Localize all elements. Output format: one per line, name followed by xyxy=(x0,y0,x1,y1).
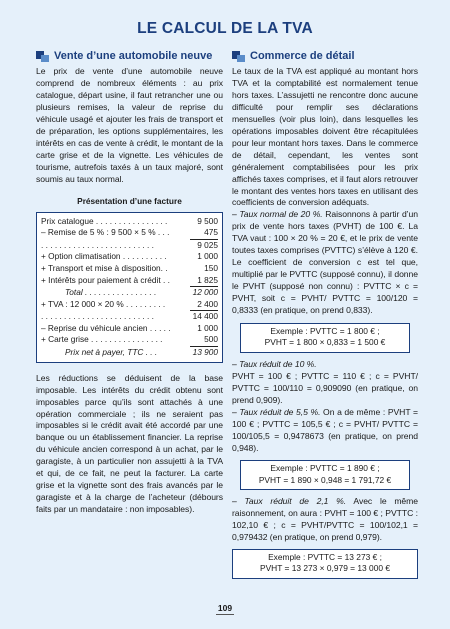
section-title: Commerce de détail xyxy=(250,50,355,62)
left-column xyxy=(36,50,223,516)
invoice-label: + Intérêts pour paiement à crédit . . xyxy=(41,274,170,285)
invoice-label: – Remise de 5 % : 9 500 × 5 % . . . xyxy=(41,227,170,238)
square-bullet-icon xyxy=(232,51,246,62)
invoice-label: Prix catalogue . . . . . . . . . . . . . . . . xyxy=(41,215,168,226)
invoice-label: + Option climatisation . . . . . . . . . . xyxy=(41,251,167,262)
invoice-row xyxy=(41,227,218,240)
invoice-row xyxy=(41,263,218,275)
example-line: PVHT = 1 800 × 0,833 = 1 500 € xyxy=(264,337,386,348)
invoice-row xyxy=(41,299,218,312)
paragraph: Le prix de vente d’une automobile neuve comprend de nombreux éléments : au prix catalogue, départ usine, il faut retrancher une ou plusieurs remises, la valeur de reprise du véhicule usagé et ajouter les frais de transport et de préparation, les options supplémentaires, les intérêts en cas de vente à crédit, le montant de la carte grise et de la vignette. Les véhicules de tourisme, autrefois taxés à un taux majoré, sont soumis au taux normal. xyxy=(36,66,223,184)
invoice-value: 1 000 xyxy=(197,322,218,333)
paragraph-taux-reduit-21 xyxy=(232,496,418,544)
taux-text: PVHT = 100 € ; PVTTC = 110 € ; c = PVHT/ PVTTC = 100/110 = 0,909090 (en pratique, on prend 0,909). xyxy=(232,370,418,405)
example-line: PVHT = 1 890 × 0,948 = 1 791,72 € xyxy=(258,474,392,485)
example-line: Exemple : PVTTC = 1 890 € ; xyxy=(270,463,380,474)
invoice-row xyxy=(41,240,218,252)
invoice-value: 1 000 xyxy=(197,251,218,262)
invoice-value: 12 000 xyxy=(192,287,218,298)
invoice-value: 13 900 xyxy=(192,347,218,358)
taux-label: – Taux normal de 20 %. xyxy=(232,209,323,220)
invoice-row xyxy=(41,216,218,228)
paragraph: Le taux de la TVA est appliqué au montant hors TVA et la comptabilité est normalement tenue hors taxes. L’assujetti ne rencontre donc aucune difficulté pour remplir ses déclarations mensuelles (voir plus loin), dans lesquelles les opérations imposables doivent être récapitulées pour leur montant hors taxes. Dans le commerce de détail, cependant, les ventes sont généralement comptabilisées pour les prix affichés taxes comprises, et il faut alors retrouver le montant des ventes hors taxes en utilisant des coefficients de conversion adéquats. xyxy=(232,66,418,208)
page-title: LE CALCUL DE LA TVA xyxy=(137,20,313,37)
invoice-value: 9 500 xyxy=(197,215,218,226)
section-heading-commerce xyxy=(232,50,418,62)
invoice-label: – Reprise du véhicule ancien . . . . . xyxy=(41,322,171,333)
page-number-rule xyxy=(216,614,234,615)
invoice-row xyxy=(41,287,218,299)
invoice-caption: Présentation d’une facture xyxy=(77,195,182,206)
taux-label: – Taux réduit de 5,5 %. xyxy=(232,406,321,417)
example-box xyxy=(240,323,410,353)
example-box xyxy=(232,549,418,579)
invoice-value: 14 400 xyxy=(192,311,218,322)
invoice-value: 1 825 xyxy=(190,275,218,288)
invoice-value: 150 xyxy=(204,262,218,273)
section-heading-vente xyxy=(36,50,223,62)
invoice-row xyxy=(41,347,218,359)
invoice-value: 2 400 xyxy=(190,299,218,312)
section-title: Vente d’une automobile neuve xyxy=(54,50,213,62)
invoice-row xyxy=(41,323,218,335)
invoice-table xyxy=(36,212,223,363)
square-bullet-icon xyxy=(36,51,50,62)
invoice-label: Total . . . . . . . . . . . . . . . . xyxy=(65,287,157,298)
invoice-value: 475 xyxy=(190,227,218,240)
invoice-label: + Carte grise . . . . . . . . . . . . . . . . xyxy=(41,334,163,345)
taux-label: – Taux réduit de 2,1 %. xyxy=(232,496,347,507)
right-column xyxy=(232,50,418,579)
paragraph-taux-normal xyxy=(232,209,418,317)
example-box xyxy=(240,460,410,490)
invoice-value: 9 025 xyxy=(197,239,218,250)
invoice-label: . . . . . . . . . . . . . . . . . . . . . . . . . xyxy=(41,239,154,250)
paragraph-taux-reduit-55 xyxy=(232,407,418,455)
example-line: Exemple : PVTTC = 1 800 € ; xyxy=(270,326,380,337)
taux-text: Raisonnons à partir d’un prix de vente hors taxes (PVHT) de 100 €. La TVA vaut : 100 × 20 % = 20 €, et le prix de vente toutes taxes comprises (PVTTC) s’élève à 120 €. Le coefficient de conversion c est tel que, multiplié par le PVTTC (supposé connu), il donne le PVHT (supposé non connu) : PVTTC × c = PVHT, soit c = PVHT/ PVTTC = 100/120 = 0,8333 (en pratique, on prend 0,833). xyxy=(232,209,418,316)
invoice-row xyxy=(41,311,218,323)
taux-text: Avec le même raisonnement, on aura : PVHT = 100 € ; PVTTC : 102,10 € ; c = PVHT/PVTTC = 100/102,1 = 0,979432 (en pratique, on prend 0,979). xyxy=(232,496,418,543)
taux-text: On a de même : PVHT = 100 € ; PVTTC = 105,5 € ; c = PVHT/ PVTTC = 100/105,5 = 0,9478673 (en pratique, on prend 0,948). xyxy=(232,406,418,453)
invoice-row xyxy=(41,275,218,288)
invoice-label: . . . . . . . . . . . . . . . . . . . . . . . . . xyxy=(41,311,154,322)
example-line: Exemple : PVTTC = 13 273 € ; xyxy=(268,552,382,563)
page-number xyxy=(0,603,450,615)
invoice-value: 500 xyxy=(190,334,218,347)
example-line: PVHT = 13 273 × 0,979 = 13 000 € xyxy=(260,563,390,574)
invoice-row xyxy=(41,251,218,263)
page-number-text: 109 xyxy=(217,603,233,613)
invoice-label: Prix net à payer, TTC . . . xyxy=(65,347,158,358)
invoice-row xyxy=(41,334,218,347)
invoice-label: + TVA : 12 000 × 20 % . . . . . . . . . xyxy=(41,298,166,309)
invoice-label: + Transport et mise à disposition. . xyxy=(41,262,168,273)
taux-label-text: – Taux réduit de 10 %. xyxy=(232,358,317,369)
paragraph: Les réductions se déduisent de la base imposable. Les intérêts du crédit obtenu sont imposables parce qu’ils sont attachés à une opération commerciale ; ils ne seraient pas imposables si le crédit avait été accordé par une banque ou un établissement financier. La reprise du véhicule ancien correspond à un achat, par le garagiste, à un particulier non assujetti à la TVA et qui, de ce fait, ne peut la facturer. La carte grise et la vignette sont des frais avancés par le garagiste et à la charge de l’acheteur (débours faits par un mandataire : non imposables). xyxy=(36,372,223,515)
taux-label xyxy=(232,359,418,371)
